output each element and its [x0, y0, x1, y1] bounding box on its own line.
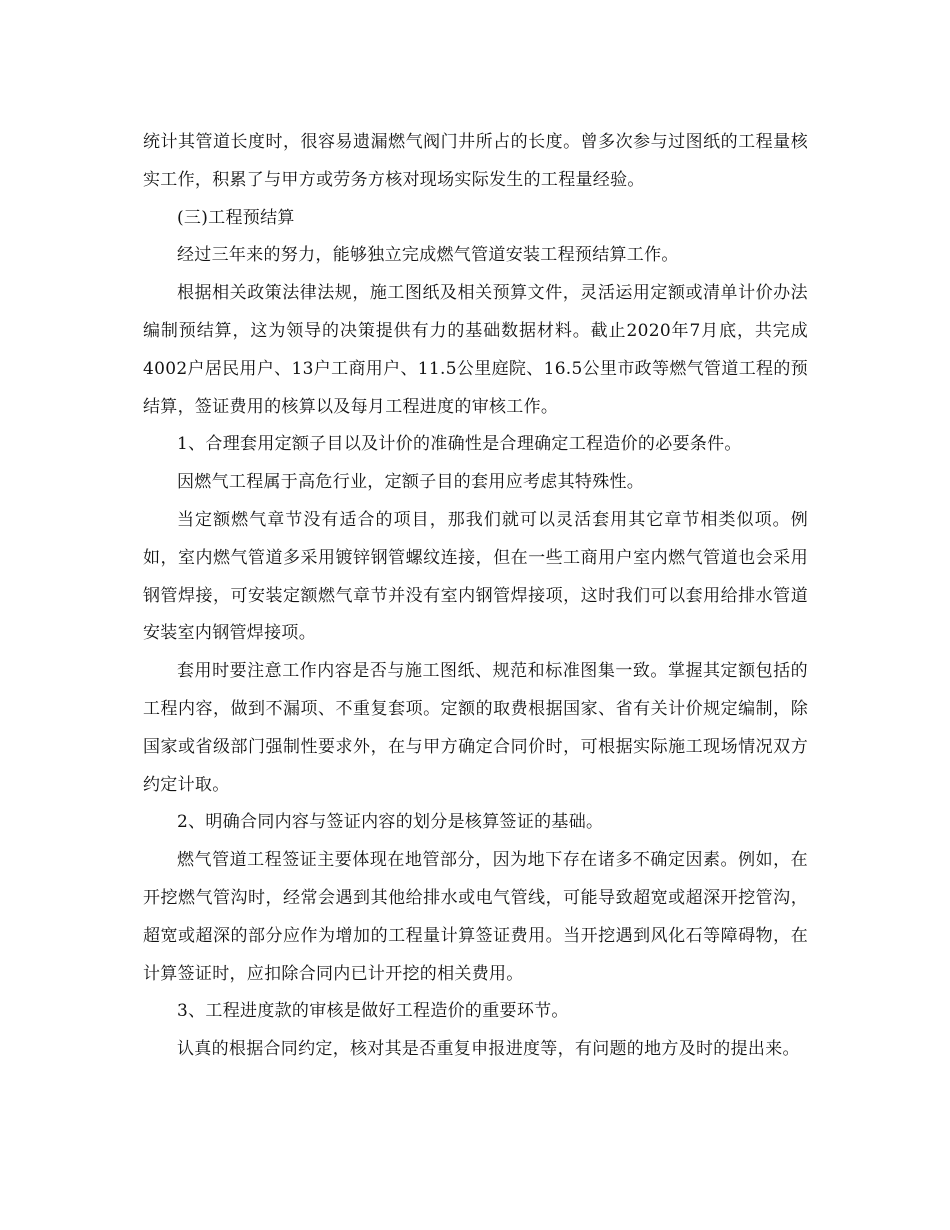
paragraph: 因燃气工程属于高危行业，定额子目的套用应考虑其特殊性。 — [177, 472, 645, 493]
numbered-point: 3、工程进度款的审核是做好工程造价的重要环节。 — [177, 1001, 569, 1022]
paragraph: 认真的根据合同约定，核对其是否重复申报进度等，有问题的地方及时的提出来。 — [177, 1039, 800, 1060]
paragraph: 燃气管道工程签证主要体现在地管部分，因为地下存在诸多不确定因素。例如，在开挖燃气管沟时，经常会遇到其他给排水或电气管线，可能导致超宽或超深开挖管沟，超宽或超深的部分应作为增加的工程量计算签证费用。当开挖遇到风化石等障碍物，在计算签证时，应扣除合同内已计开挖的相关费用。 — [143, 850, 808, 984]
numbered-point: 1、合理套用定额子目以及计价的准确性是合理确定工程造价的必要条件。 — [177, 434, 742, 455]
body-text — [143, 124, 808, 1069]
numbered-point: 2、明确合同内容与签证内容的划分是核算签证的基础。 — [177, 812, 604, 833]
section-heading: (三)工程预结算 — [177, 207, 295, 228]
paragraph: 根据相关政策法律法规，施工图纸及相关预算文件，灵活运用定额或清单计价办法编制预结算，这为领导的决策提供有力的基础数据材料。截止2020年7月底，共完成4002户居民用户、13户工商用户、11.5公里庭院、16.5公里市政等燃气管道工程的预结算，签证费用的核算以及每月工程进度的审核工作。 — [143, 283, 808, 417]
paragraph: 经过三年来的努力，能够独立完成燃气管道安装工程预结算工作。 — [177, 245, 679, 266]
paragraph-continuation: 统计其管道长度时，很容易遗漏燃气阀门井所占的长度。曾多次参与过图纸的工程量核实工作，积累了与甲方或劳务方核对现场实际发生的工程量经验。 — [143, 132, 808, 190]
paragraph: 套用时要注意工作内容是否与施工图纸、规范和标准图集一致。掌握其定额包括的工程内容，做到不漏项、不重复套项。定额的取费根据国家、省有关计价规定编制，除国家或省级部门强制性要求外，在与甲方确定合同价时，可根据实际施工现场情况双方约定计取。 — [143, 661, 808, 795]
paragraph: 当定额燃气章节没有适合的项目，那我们就可以灵活套用其它章节相类似项。例如，室内燃气管道多采用镀锌钢管螺纹连接，但在一些工商用户室内燃气管道也会采用钢管焊接，可安装定额燃气章节并没有室内钢管焊接项，这时我们可以套用给排水管道安装室内钢管焊接项。 — [143, 509, 808, 644]
